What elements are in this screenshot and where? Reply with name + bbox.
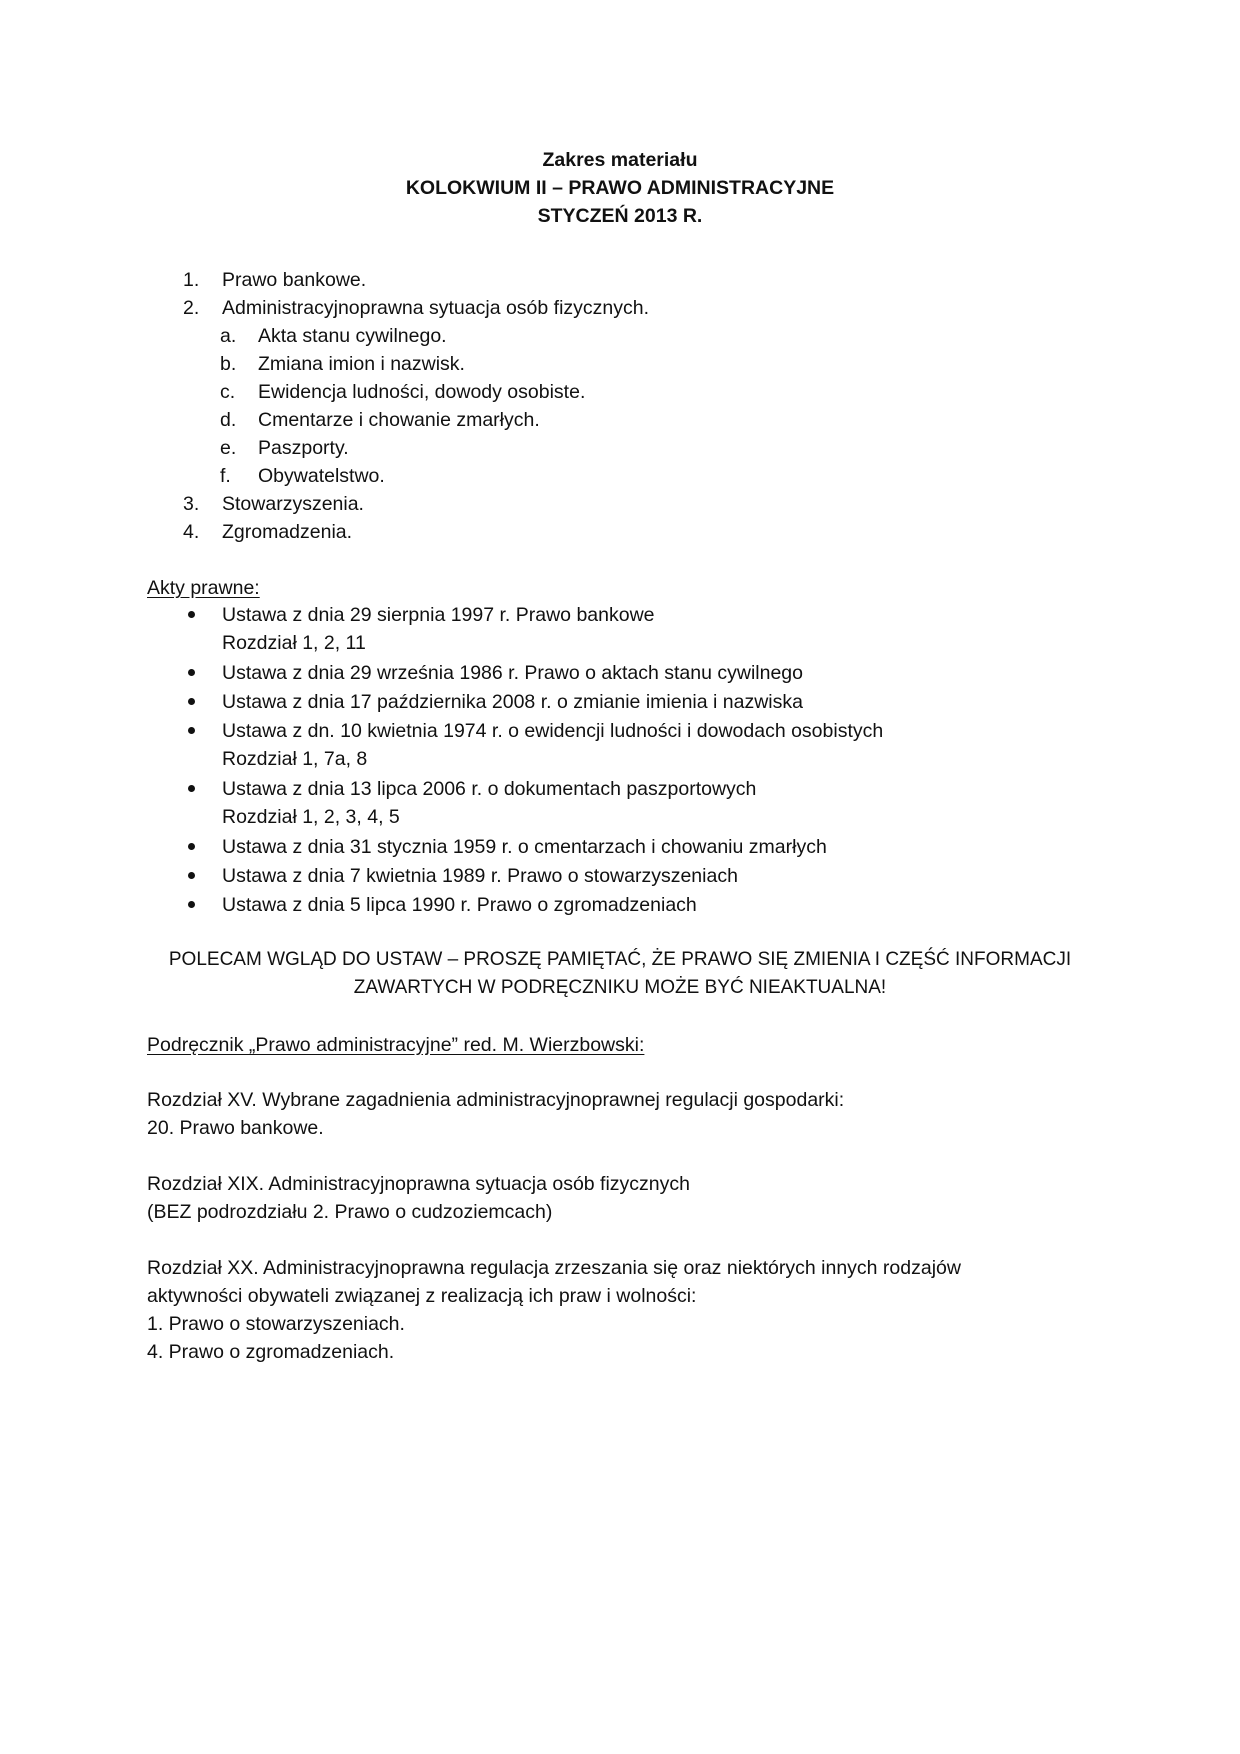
- topic-text: Zgromadzenia.: [222, 521, 353, 543]
- act-item: Ustawa z dnia 5 lipca 1990 r. Prawo o zgromadzeniach: [222, 894, 697, 916]
- topic-text: Prawo bankowe.: [222, 269, 367, 291]
- bullet-icon: [188, 669, 195, 676]
- subtopic-text: Cmentarze i chowanie zmarłych.: [258, 409, 540, 431]
- header-line-1: Zakres materiału: [542, 149, 698, 171]
- act-item: Ustawa z dnia 7 kwietnia 1989 r. Prawo o stowarzyszeniach: [222, 865, 738, 887]
- chapter-19-title: Rozdział XIX. Administracyjnoprawna sytuacja osób fizycznych: [147, 1173, 690, 1195]
- subtopic-letter: d.: [220, 409, 237, 431]
- act-item: Ustawa z dnia 17 października 2008 r. o zmianie imienia i nazwiska: [222, 691, 803, 713]
- topic-text: Stowarzyszenia.: [222, 493, 364, 515]
- textbook-heading: Podręcznik „Prawo administracyjne” red. M. Wierzbowski:: [147, 1034, 645, 1056]
- chapter-15-title: Rozdział XV. Wybrane zagadnienia administracyjnoprawnej regulacji gospodarki:: [147, 1089, 845, 1111]
- chapter-20-title-cont: aktywności obywateli związanej z realizacją ich praw i wolności:: [147, 1285, 697, 1307]
- subtopic-letter: b.: [220, 353, 237, 375]
- act-item: Ustawa z dnia 31 stycznia 1959 r. o cmentarzach i chowaniu zmarłych: [222, 836, 827, 858]
- act-chapters: Rozdział 1, 2, 3, 4, 5: [222, 806, 400, 828]
- topic-text: Administracyjnoprawna sytuacja osób fizycznych.: [222, 297, 650, 319]
- header-line-2: KOLOKWIUM II – PRAWO ADMINISTRACYJNE: [405, 177, 835, 199]
- chapter-15-item: 20. Prawo bankowe.: [147, 1117, 324, 1139]
- bullet-icon: [188, 843, 195, 850]
- header-line-3: STYCZEŃ 2013 R.: [537, 205, 703, 227]
- subtopic-text: Zmiana imion i nazwisk.: [258, 353, 465, 375]
- subtopic-letter: c.: [220, 381, 236, 403]
- bullet-icon: [188, 698, 195, 705]
- chapter-20-item: 4. Prawo o zgromadzeniach.: [147, 1341, 395, 1363]
- subtopic-text: Ewidencja ludności, dowody osobiste.: [258, 381, 586, 403]
- acts-heading: Akty prawne:: [147, 577, 260, 599]
- chapter-20-item: 1. Prawo o stowarzyszeniach.: [147, 1313, 405, 1335]
- chapter-19-note: (BEZ podrozdziału 2. Prawo o cudzoziemcach): [147, 1201, 553, 1223]
- bullet-icon: [188, 611, 195, 618]
- bullet-icon: [188, 727, 195, 734]
- subtopic-letter: a.: [220, 325, 237, 347]
- topic-number: 4.: [183, 521, 200, 543]
- topic-number: 1.: [183, 269, 200, 291]
- notice-line-2: ZAWARTYCH W PODRĘCZNIKU MOŻE BYĆ NIEAKTUALNA!: [353, 977, 887, 998]
- subtopic-text: Akta stanu cywilnego.: [258, 325, 447, 347]
- chapter-20-title: Rozdział XX. Administracyjnoprawna regulacja zrzeszania się oraz niektórych innych rodzajów: [147, 1257, 961, 1279]
- act-chapters: Rozdział 1, 7a, 8: [222, 748, 368, 770]
- bullet-icon: [188, 785, 195, 792]
- subtopic-letter: e.: [220, 437, 237, 459]
- subtopic-text: Paszporty.: [258, 437, 349, 459]
- act-item: Ustawa z dnia 29 sierpnia 1997 r. Prawo bankowe: [222, 604, 655, 626]
- bullet-icon: [188, 872, 195, 879]
- subtopic-letter: f.: [220, 465, 231, 487]
- act-item: Ustawa z dnia 13 lipca 2006 r. o dokumentach paszportowych: [222, 778, 757, 800]
- act-chapters: Rozdział 1, 2, 11: [222, 632, 366, 654]
- bullet-icon: [188, 901, 195, 908]
- topic-number: 3.: [183, 493, 200, 515]
- act-item: Ustawa z dn. 10 kwietnia 1974 r. o ewidencji ludności i dowodach osobistych: [222, 720, 884, 742]
- notice-line-1: POLECAM WGLĄD DO USTAW – PROSZĘ PAMIĘTAĆ, ŻE PRAWO SIĘ ZMIENIA I CZĘŚĆ INFORMACJI: [168, 949, 1072, 970]
- subtopic-text: Obywatelstwo.: [258, 465, 385, 487]
- topic-number: 2.: [183, 297, 200, 319]
- act-item: Ustawa z dnia 29 września 1986 r. Prawo o aktach stanu cywilnego: [222, 662, 803, 684]
